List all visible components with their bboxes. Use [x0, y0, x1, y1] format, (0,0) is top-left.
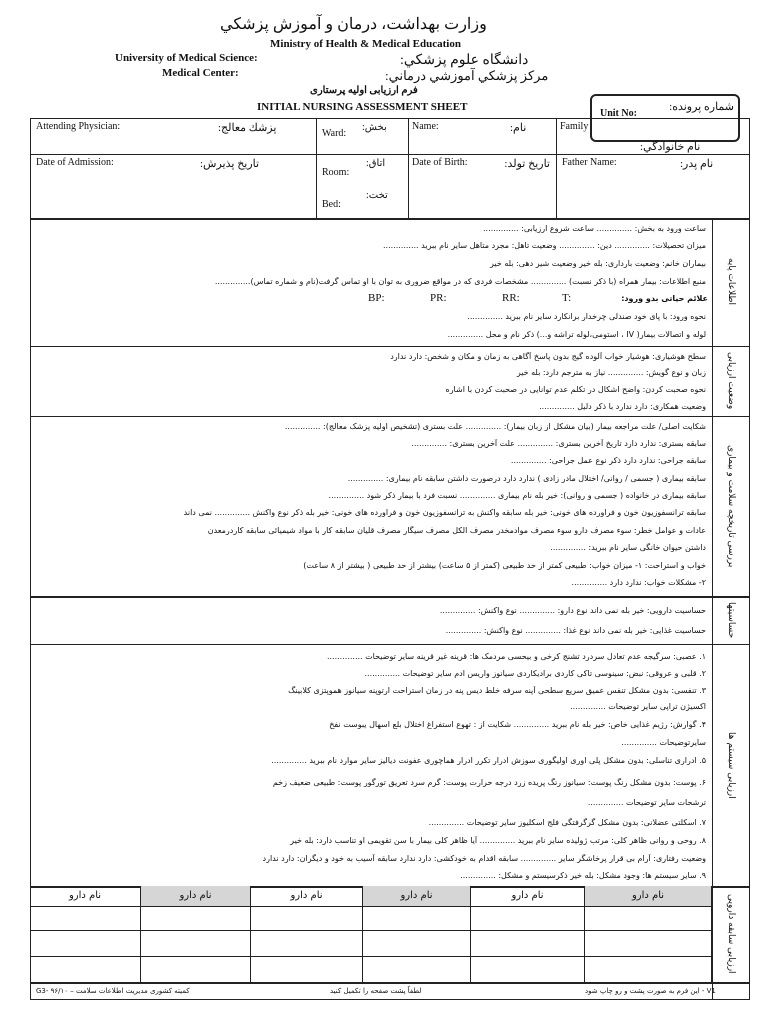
vitals-bp: BP:	[368, 292, 385, 304]
drug-table	[30, 886, 712, 982]
allergy-drug: حساسیت دارویی: خیر بله نمی داند نوع دارو: .............. نوع واکنش: ..............	[439, 606, 706, 615]
drug-header-1: نام دارو	[68, 890, 102, 901]
history-line-4: سابقه بیماری ( جسمی / روانی/ اختلال مادر زادی ) ندارد دارد درصورت داشتن سابقه نام بیماری: ..............	[347, 474, 706, 483]
vitals-t: T:	[562, 292, 572, 304]
section-basic: اطلاعات پایه	[726, 258, 736, 306]
basic-line-6: لوله و اتصالات بیمار( IV ، استومی،لوله تراشه و...) ذکر نام و محل ..............	[447, 330, 706, 339]
system-line-6: سایرتوضیحات ..............	[621, 738, 706, 747]
section-drugs: ارزیابی سابقه دارویی	[726, 894, 736, 974]
dob-fa: تاريخ تولد:	[504, 158, 550, 170]
system-line-11: ۸. روحی و روانی ظاهر کلی: مرتب ژولیده سایر نام ببرید .............. آیا ظاهر کلی بیمار با سن تقویمی او تناسب دارد: بله خیر	[290, 836, 706, 845]
basic-line-5: نحوه ورود: با پای خود صندلی چرخدار برانکارد سایر نام ببرید ..............	[467, 312, 706, 321]
center-en: Medical Center:	[162, 67, 239, 79]
history-line-1: شکایت اصلی/ علت مراجعه بیمار (بیان مشکل از زبان بیمار): .............. علت بستری (تشخیص اولیه پزشک معالج): ..............	[284, 422, 706, 431]
form-frame	[30, 118, 750, 1000]
room-fa: اتاق:	[366, 158, 386, 169]
system-line-3: ۳. تنفسی: بدون مشکل تنفس عمیق سریع سطحی آپنه سرفه خلط دیس پنه در زمان استراحت ارتوپنه سیانوز هموپتزی کلابینگ	[288, 686, 706, 695]
center-fa: مركز پزشكي آموزشي درماني:	[385, 68, 549, 83]
section-history: بررسی تاریخچه سلامت و بیماری	[726, 444, 736, 568]
history-line-2: سابقه بستری: ندارد دارد تاریخ آخرین بستری: .............. علت آخرین بستری: ..............	[411, 439, 706, 448]
father-en: Father Name:	[562, 157, 617, 168]
system-line-1: ۱. عصبی: سرگیجه عدم تعادل سردرد تشنج کرخی و بیحسی مردمک ها: قرینه غیر قرینه سایر توضیحات ..............	[326, 652, 706, 661]
history-line-5: سابقه بیماری در خانواده ( جسمی و روانی): خیر بله نام بیماری .............. نسبت فرد با بیمار ذکر شود ..............	[328, 491, 706, 500]
attending-en: Attending Physician:	[36, 121, 121, 132]
form-title-fa: فرم ارزیابی اولیه پرستاری	[310, 85, 418, 96]
admission-en: Date of Admission:	[36, 157, 114, 168]
vitals-pr: PR:	[430, 292, 447, 304]
unit-no-label: Unit No:	[600, 108, 637, 119]
name-fa: نام:	[510, 122, 527, 134]
history-line-10: ۲- مشکلات خواب: ندارد دارد ..............	[571, 578, 706, 587]
ward-en: Ward:	[322, 128, 347, 139]
father-fa: نام پدر:	[680, 158, 714, 170]
university-en: University of Medical Science:	[115, 52, 258, 64]
system-line-4: اکسیژن تراپی سایر توضیحات ..............	[570, 702, 706, 711]
system-line-10: ۷. اسکلتی عضلانی: بدون مشکل گرگرفتگی فلج اسکلیوز سایر توضیحات ..............	[428, 818, 706, 827]
ministry-fa: وزارت بهداشت، درمان و آموزش پزشكي	[220, 16, 487, 33]
allergy-food: حساسیت غذایی: خیر بله نمی داند نوع غذا: .............. نوع واکنش: ..............	[445, 626, 706, 635]
footer-right: V1 - این فرم به صورت پشت و رو چاپ شود	[585, 987, 716, 995]
vitals-rr: RR:	[502, 292, 520, 304]
history-line-6: سابقه ترانسفوزیون خون و فراورده های خونی: خیر بله سابقه واکنش به ترانسفوزیون خون و فراورده های خونی: خیر بله ذکر نوع واکنش .............. نمی داند	[183, 508, 706, 517]
file-no-label: شماره پرونده:	[669, 101, 734, 113]
system-line-8: ۶. پوست: بدون مشکل رنگ پوست: سیانوز رنگ پریده زرد درجه حرارت پوست: گرم سرد تعریق تورگور پوست: طبیعی ضعیف زخم	[272, 778, 706, 787]
ministry-en: Ministry of Health & Medical Education	[270, 38, 461, 50]
system-line-2: ۲. قلبی و عروقی: نبض: سینوسی تاکی کاردی برادیکاردی سیانوز واریس ادم سایر توضیحات ..............	[364, 669, 706, 678]
system-line-7: ۵. ادراری تناسلی: بدون مشکل پلی اوری اولیگوری سوزش ادرار تکرر ادرار هماچوری عفونت دیالیز سایر موارد نام ببرید ..............	[271, 756, 706, 765]
ward-fa: بخش:	[362, 122, 387, 133]
history-line-9: خواب و استراحت: ۱- میزان خواب: طبیعی کمتر از حد طبیعی (کمتر از ۵ ساعت) بیشتر از حد طبیعی ( بیشتر از ۸ ساعت)	[303, 561, 706, 570]
drug-header-4: نام دارو	[400, 890, 433, 901]
history-line-7: عادات و عوامل خطر: سوء مصرف دارو سوء مصرف موادمخدر مصرف الکل مصرف سیگار مصرف قلیان سابقه کار با مواد شیمیائی سابقه کاردرمعدن	[207, 526, 706, 535]
dob-en: Date of Birth:	[412, 157, 468, 168]
section-systems: ارزیابی سیستم ها	[726, 731, 736, 799]
vitals-label: علائم حیاتی بدو ورود:	[621, 294, 708, 303]
system-line-5: ۴. گوارش: رژیم غذایی خاص: خیر بله نام ببرید .............. شکایت از : تهوع استفراغ اختلال بلع اسهال یبوست نفخ	[329, 720, 706, 729]
drug-header-3: نام دارو	[290, 890, 323, 901]
basic-line-2: میزان تحصیلات: .............. دین: .............. وضعیت تاهل: مجرد متاهل سایر نام ببرید ..............	[383, 241, 706, 250]
university-fa: دانشگاه علوم پزشكي:	[400, 53, 529, 68]
name-en: Name:	[412, 121, 439, 132]
status-line-3: نحوه صحبت کردن: واضح اشکال در تکلم عدم توانایی در صحبت کردن با اشاره	[445, 385, 706, 394]
system-line-9: ترشحات سایر توضیحات ..............	[587, 798, 706, 807]
history-line-8: داشتن حیوان خانگی سایر نام ببرید: ..............	[550, 543, 706, 552]
section-allergy: حساسیتها	[726, 601, 736, 639]
history-line-3: سابقه جراحی: ندارد دارد ذکر نوع عمل جراحی: ..............	[510, 456, 706, 465]
section-status: وضعیت ارزیابی	[726, 352, 736, 410]
system-line-12: وضعیت رفتاری: آرام بی قرار پرخاشگر سایر .............. سابقه اقدام به خودکشی: دارد ندارد سابقه آسیب به خود و دیگران: دارد ندارد	[262, 854, 706, 863]
footer-center: لطفاً پشت صفحه را تکمیل کنید	[330, 987, 422, 995]
status-line-1: سطح هوشیاری: هوشیار خواب آلوده گیج بدون پاسخ آگاهی به زمان و مکان و شخص: دارد ندارد	[390, 352, 706, 361]
drug-header-2: نام دارو	[179, 890, 212, 901]
drug-header-6: نام دارو	[631, 890, 665, 901]
room-en: Room:	[322, 167, 350, 178]
footer-left: کمیته کشوری مدیریت اطلاعات سلامت – G3- ۹۶/۱۰	[36, 987, 190, 995]
family-fa: نام خانوادگي:	[640, 141, 701, 153]
form-title-en: INITIAL NURSING ASSESSMENT SHEET	[257, 101, 468, 113]
status-line-4: وضعیت همکاری: دارد ندارد با ذکر دلیل ..............	[539, 402, 706, 411]
attending-fa: پزشك معالج:	[218, 122, 277, 134]
family-en: Family	[560, 121, 589, 132]
basic-line-1: ساعت ورود به بخش: .............. ساعت شروع ارزیابی: ..............	[483, 224, 706, 233]
bed-fa: تخت:	[366, 190, 388, 201]
bed-en: Bed:	[322, 199, 341, 210]
basic-line-3: بیماران خانم: وضعیت بارداری: بله خیر وضعیت شیر دهی: بله خیر	[490, 259, 706, 268]
status-line-2: زبان و نوع گویش: .............. نیاز به مترجم دارد: بله خیر	[516, 368, 706, 377]
system-line-13: ۹. سایر سیستم ها: وجود مشکل: بله خیر ذکرسیستم و مشکل: ..............	[460, 871, 706, 880]
drug-header-5: نام دارو	[511, 890, 544, 901]
basic-line-4: منبع اطلاعات: بیمار همراه (با ذکر نسبت) .............. مشخصات فردی که در مواقع ضروری به توان با او تماس گرفت(نام و شماره تماس)..............	[214, 277, 706, 286]
admission-fa: تاريخ پذيرش:	[200, 158, 260, 170]
